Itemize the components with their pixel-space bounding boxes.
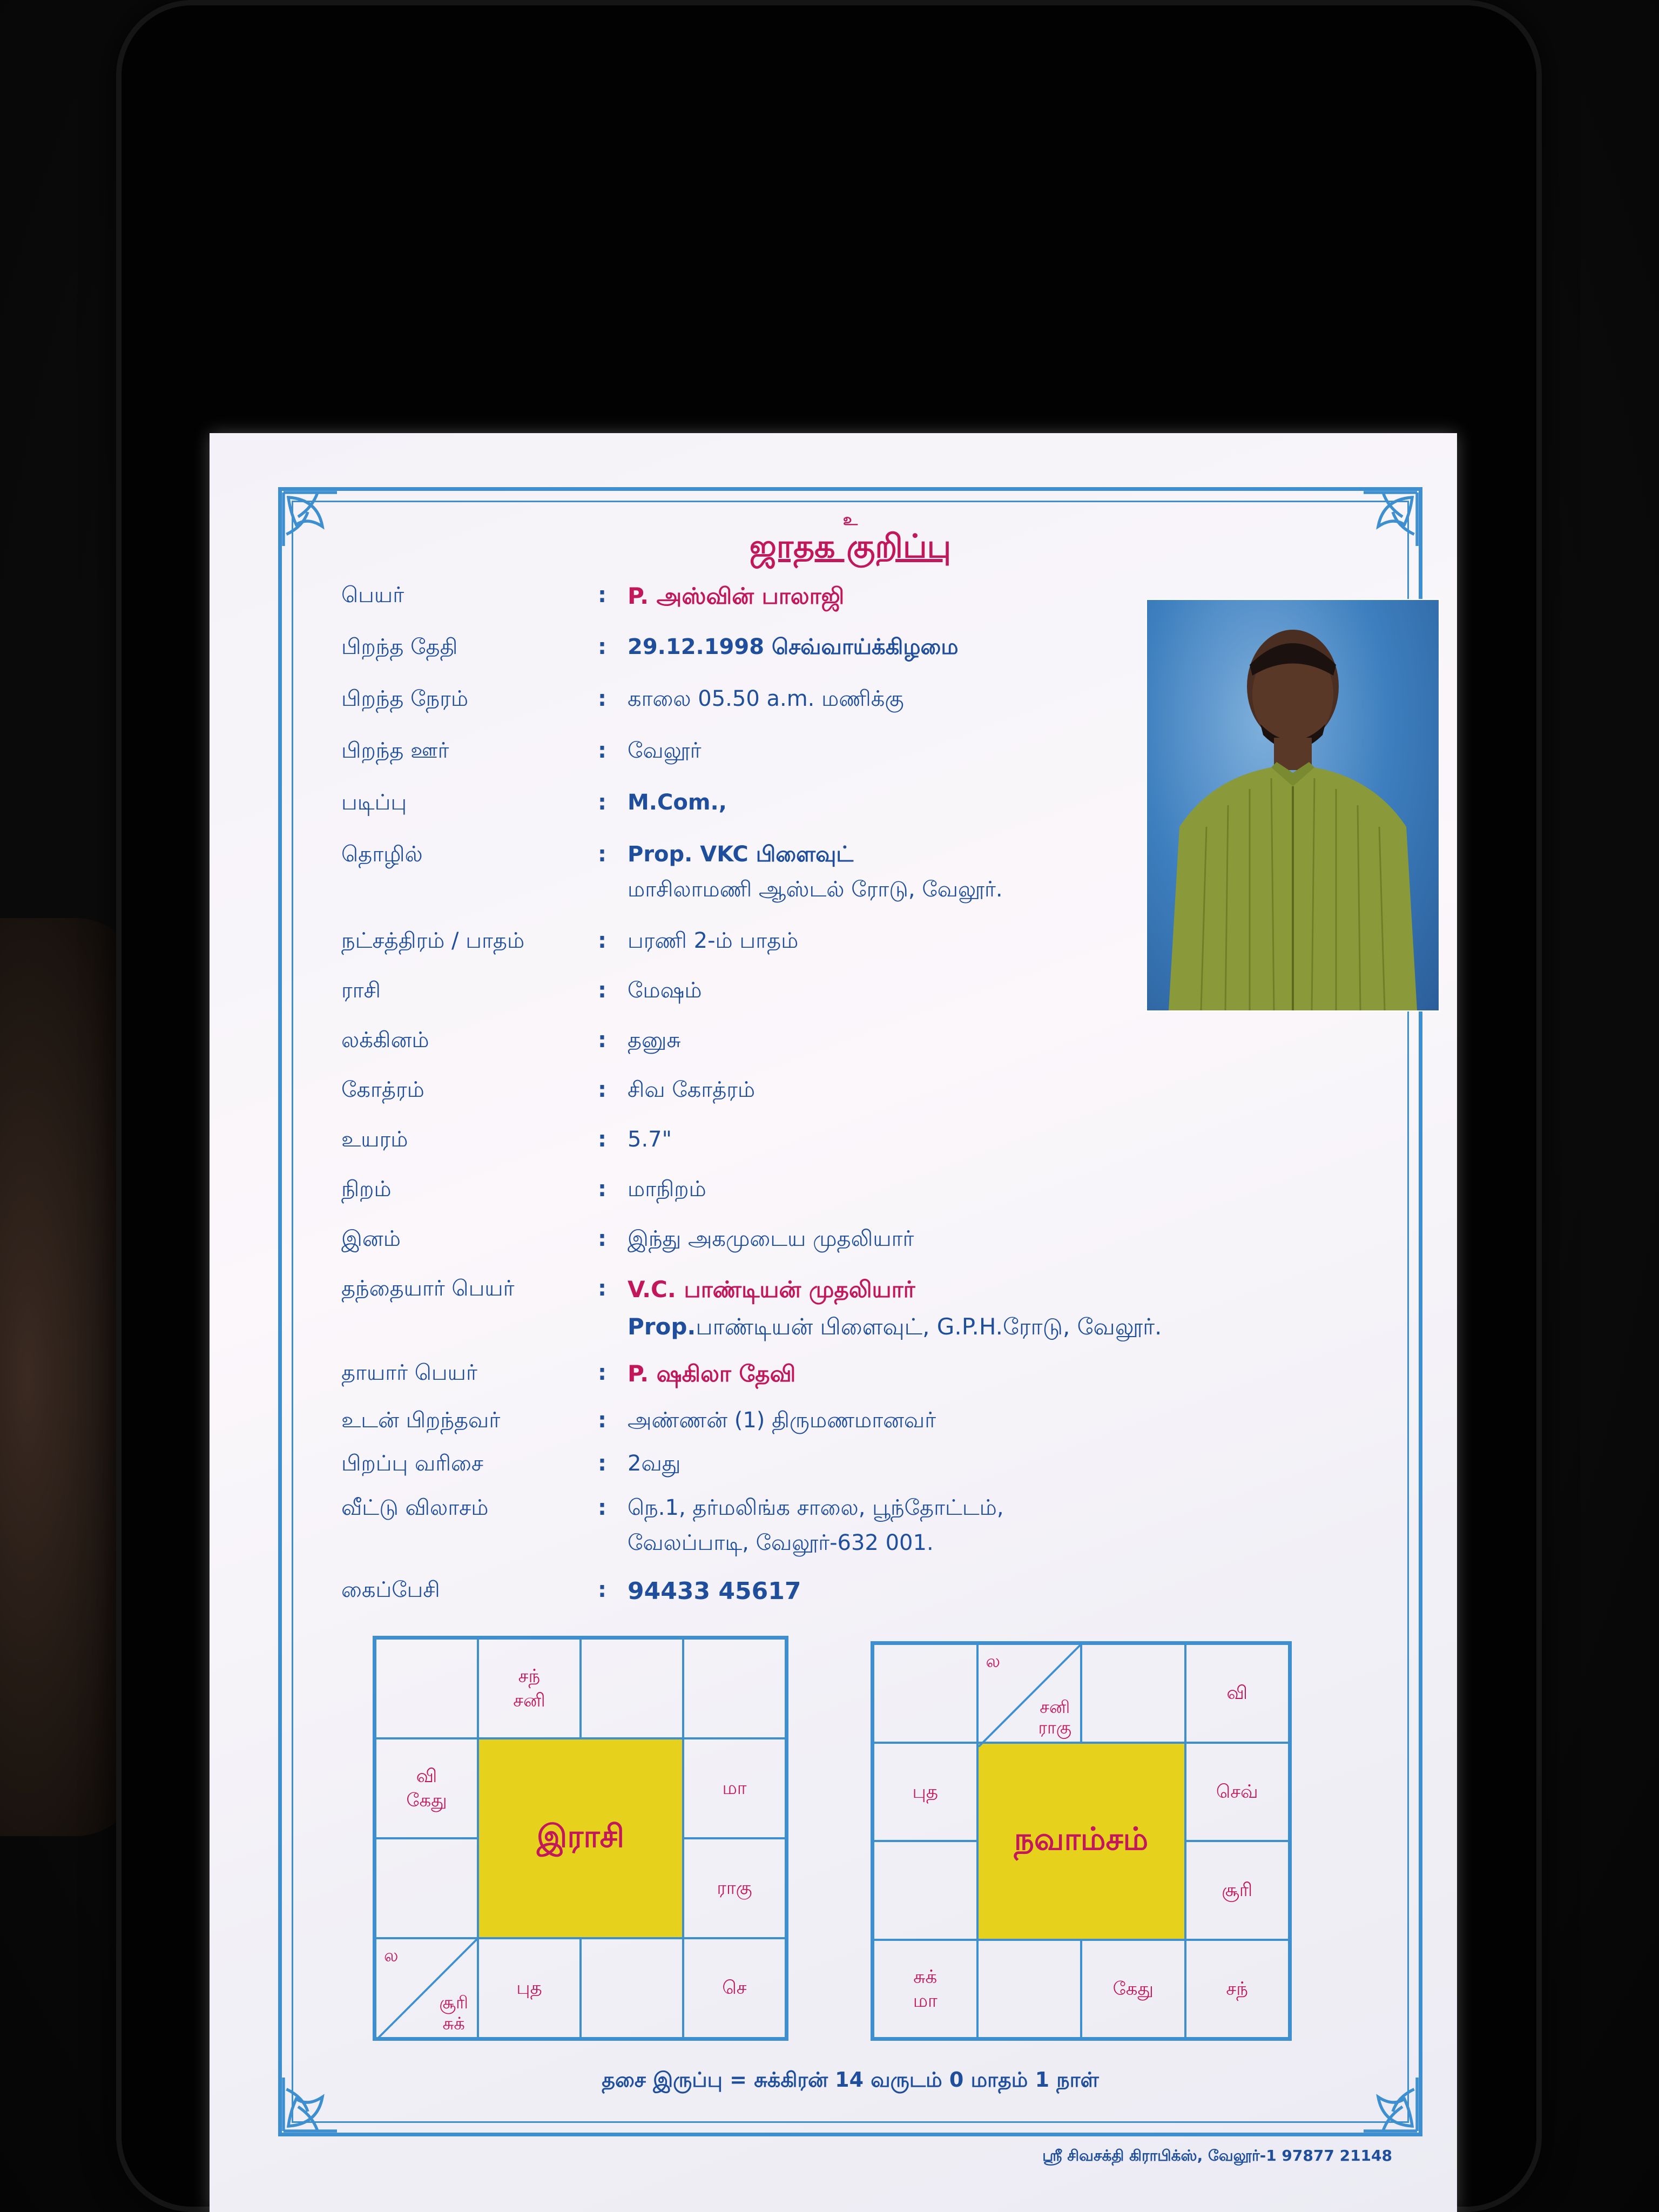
navamsa-cell [977,1940,1082,2039]
colon: : [598,686,606,711]
colon: : [598,790,606,815]
field-label: நட்சத்திரம் / பாதம் [341,928,525,953]
field-label: தாயார் பெயர் [341,1360,477,1385]
navamsa-cell: கேது [1081,1940,1185,2039]
colon: : [598,1495,606,1520]
field-label: பிறப்பு வரிசை [341,1451,484,1476]
horoscope-card [278,487,1422,2136]
field-value: 2வது [628,1451,681,1476]
field-value: 94433 45617 [628,1577,801,1605]
field-value: இந்து அகமுடைய முதலியார் [628,1226,914,1251]
field-value: சிவ கோத்ரம் [628,1077,756,1102]
rasi-cell: புத [478,1938,581,2038]
field-value: 29.12.1998 செவ்வாய்க்கிழமை [628,635,959,659]
field-value-prefix: Prop. [628,1313,696,1340]
rasi-cell [581,1938,683,2038]
field-label: லக்கினம் [341,1028,429,1053]
navamsa-cell [1081,1644,1185,1743]
colon: : [598,1360,606,1385]
rasi-cell: வி கேது [375,1738,478,1838]
navamsa-cell: சந் [1185,1940,1290,2039]
field-value [628,842,1003,905]
rasi-cell [581,1638,683,1738]
colon: : [598,928,606,953]
rasi-cell: செ [683,1938,786,2038]
colon: : [598,1028,606,1053]
field-value-line2: வேலப்பாடி, வேலூர்-632 001. [628,1530,934,1555]
navamsa-cell: வி [1185,1644,1290,1743]
field-value: வேலூர் [628,738,702,763]
field-value [628,1276,1162,1343]
rasi-cell: மா [683,1738,786,1838]
colon: : [598,1408,606,1433]
field-value-line1: Prop. VKC பிளைவுட் [628,842,854,867]
navamsa-cell: செவ் [1185,1743,1290,1842]
profile-photo [1146,599,1440,1011]
rasi-lagna-cell [375,1938,478,2038]
field-label: பிறந்த நேரம் [341,686,469,711]
navamsa-cell [873,1841,977,1940]
field-value: காலை 05.50 a.m. மணிக்கு [628,686,904,711]
field-value: மேஷம் [628,978,702,1003]
field-value-line2 [628,1313,1162,1343]
lagna-marker: ல [986,1651,1001,1671]
colon: : [598,1226,606,1251]
field-value: அண்ணன் (1) திருமணமானவர் [628,1408,936,1433]
page-title: ஜாதக குறிப்பு [749,528,952,565]
field-value-line2: மாசிலாமணி ஆஸ்டல் ரோடு, வேலூர். [628,877,1003,902]
field-label: ராசி [341,978,381,1003]
field-label: வீட்டு விலாசம் [341,1495,489,1520]
lagna-marker: ல [384,1945,399,1966]
phone-screen [210,433,1457,2212]
field-value: M.Com., [628,790,727,815]
field-value: P. ஷகிலா தேவி [628,1360,796,1387]
field-label: தொழில் [341,842,423,867]
field-value-line1: நெ.1, தர்மலிங்க சாலை, பூந்தோட்டம், [628,1495,1004,1520]
person-photo-icon [1147,600,1439,1010]
field-value: P. அஸ்வின் பாலாஜி [628,583,845,609]
field-label: உடன் பிறந்தவர் [341,1408,501,1433]
rasi-center-label: இராசி [478,1738,683,1938]
rasi-cell [375,1638,478,1738]
navamsa-cell-planets: சனி ராகு [1038,1696,1071,1738]
rasi-cell: சந் சனி [478,1638,581,1738]
colon: : [598,635,606,659]
field-value: தனுசு [628,1028,681,1053]
colon: : [598,978,606,1003]
field-value: 5.7" [628,1127,672,1152]
printer-credit: ஸ்ரீ சிவசக்தி கிராபிக்ஸ், வேலூர்-1 97877 21148 [1042,2147,1392,2164]
rasi-cell-planets: சூரி சுக் [439,1992,468,2034]
colon: : [598,1127,606,1152]
navamsa-chart [871,1641,1292,2041]
field-value-line1: V.C. பாண்டியன் முதலியார் [628,1276,915,1303]
colon: : [598,1451,606,1476]
colon: : [598,1577,606,1602]
rasi-chart [373,1636,788,2041]
colon: : [598,738,606,763]
field-label: பிறந்த ஊர் [341,738,449,763]
field-label: பெயர் [341,583,404,608]
rasi-cell [683,1638,786,1738]
colon: : [598,842,606,867]
rasi-cell [375,1838,478,1938]
navamsa-cell: புத [873,1743,977,1842]
field-label: கோத்ரம் [341,1077,424,1102]
navamsa-cell: சூரி [1185,1841,1290,1940]
field-label: தந்தையார் பெயர் [341,1276,515,1301]
field-label: பிறந்த தேதி [341,635,458,659]
field-label: இனம் [341,1226,401,1251]
navamsa-cell: சுக் மா [873,1940,977,2039]
field-label: கைப்பேசி [341,1577,440,1602]
field-value-line2-text: பாண்டியன் பிளைவுட், G.P.H.ரோடு, வேலூர். [696,1313,1162,1340]
field-label: நிறம் [341,1177,392,1202]
colon: : [598,1276,606,1301]
field-value [628,1495,1004,1558]
colon: : [598,583,606,608]
invocation-symbol: உ [842,510,858,529]
rasi-cell: ராகு [683,1838,786,1938]
navamsa-center-label: நவாம்சம் [977,1743,1185,1940]
colon: : [598,1177,606,1202]
field-value: பரணி 2-ம் பாதம் [628,928,799,953]
field-label: உயரம் [341,1127,408,1152]
navamsa-cell [873,1644,977,1743]
field-value: மாநிறம் [628,1177,706,1202]
colon: : [598,1077,606,1102]
field-label: படிப்பு [341,790,407,815]
dasha-balance: தசை இருப்பு = சுக்கிரன் 14 வருடம் 0 மாதம் 1 நாள் [602,2068,1099,2092]
navamsa-lagna-cell [977,1644,1082,1743]
